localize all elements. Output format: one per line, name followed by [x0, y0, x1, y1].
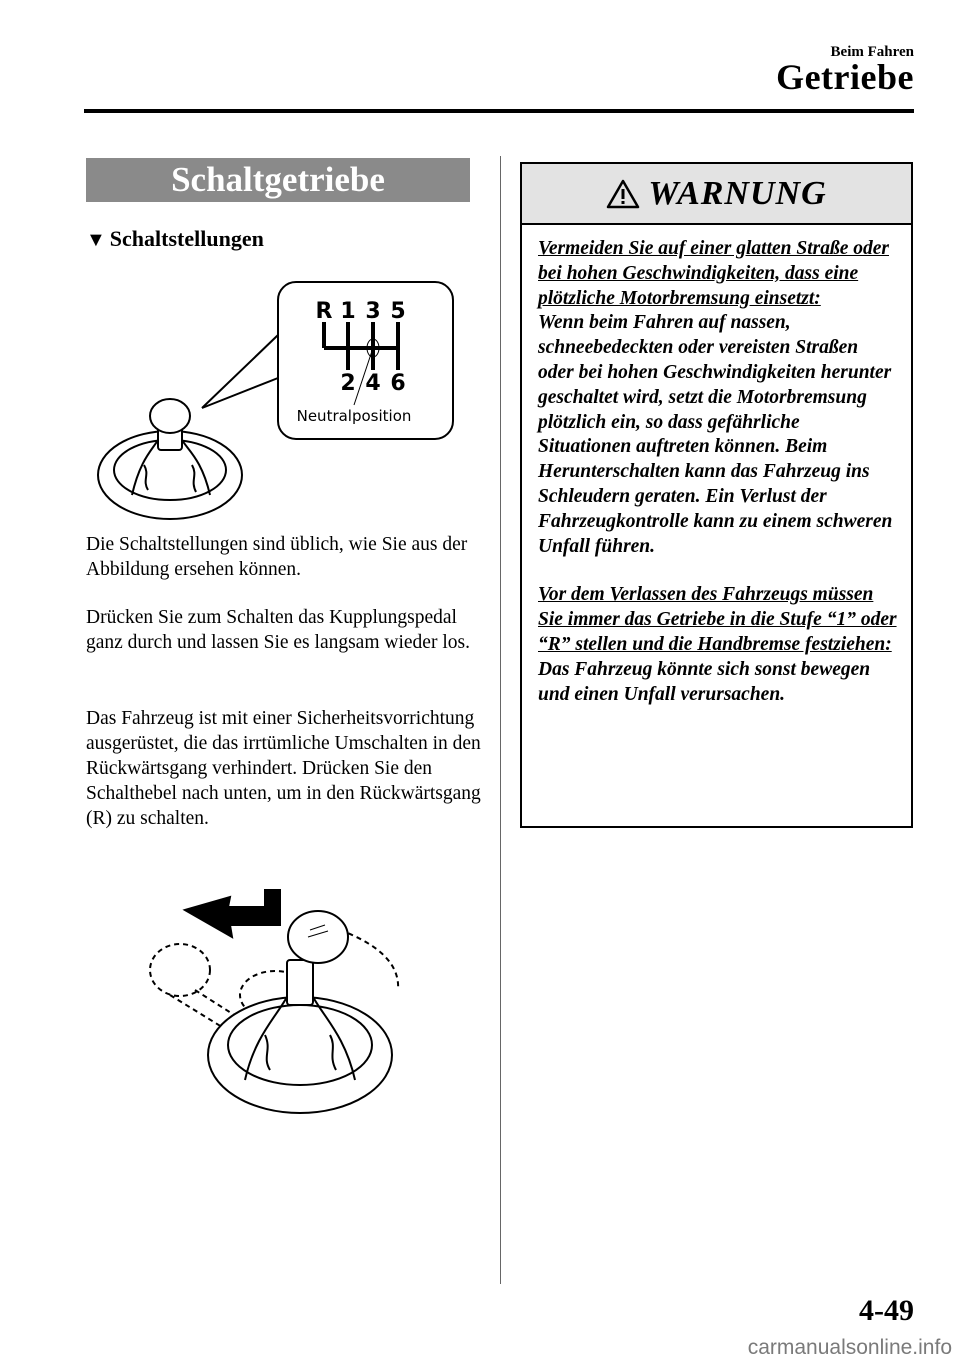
shift-pattern-figure: [92, 280, 462, 520]
reverse-shift-figure: [140, 885, 430, 1120]
shift-lever-drawing: [98, 399, 242, 519]
warning-text-2: Das Fahrzeug könnte sich sonst bewegen und einen Unfall verursachen.: [538, 658, 871, 705]
warning-heading-1: Vermeiden Sie auf einer glatten Straße oder bei hohen Geschwindigkeiten, dass eine plötzliche Motorbremsung einsetzt:: [538, 238, 889, 309]
gear-label-2: 2: [340, 371, 356, 396]
subheading-text: Schaltstellungen: [109, 226, 264, 251]
push-down-arrow-icon: [185, 890, 280, 937]
warning-heading-2: Vor dem Verlassen des Fahrzeugs müssen Sie immer das Getriebe in die Stufe “1” oder “R” stellen und die Handbremse festziehen:: [538, 584, 897, 655]
gear-label-R: R: [315, 299, 333, 324]
paragraph-3: Das Fahrzeug ist mit einer Sicherheitsvorrichtung ausgerüstet, die das irrtümliche Umschalten in den Rückwärtsgang verhindert. Drücken Sie den Schalthebel nach unten, um in den Rückwärtsgang (R) zu schalten.: [86, 708, 481, 829]
paragraph-2: Drücken Sie zum Schalten das Kupplungspedal ganz durch und lassen Sie es langsam wieder los.: [86, 607, 470, 653]
subheading: [86, 225, 264, 254]
paragraph-1: Die Schaltstellungen sind üblich, wie Sie aus der Abbildung ersehen können.: [86, 534, 468, 580]
warning-text-1: Wenn beim Fahren auf nassen, schneebedeckten oder vereisten Straßen oder bei hohen Geschwindigkeiten herunter geschaltet wird, setzt die Motorbremsung plötzlich ein, so dass gefährliche Situationen auftreten können. Beim Herunterschalten kann das Fahrzeug ins Schleudern geraten. Ein Verlust der Fahrzeugkontrolle kann zu einem schweren Unfall führen.: [538, 312, 893, 557]
warning-title: WARNUNG: [648, 174, 827, 212]
gear-label-5: 5: [390, 299, 406, 324]
gear-label-4: 4: [365, 371, 381, 396]
gear-label-3: 3: [365, 299, 381, 324]
triangle-bullet-icon: ▼: [86, 229, 106, 251]
header-rule: [84, 109, 914, 113]
section-banner: Schaltgetriebe: [86, 158, 470, 202]
warning-box: [520, 162, 913, 828]
warning-header: [522, 164, 911, 225]
watermark: carmanualsonline.info: [747, 1336, 952, 1359]
page-title: Getriebe: [776, 57, 914, 97]
column-divider: [500, 156, 501, 1284]
neutral-callout-label: Neutralposition: [296, 407, 412, 425]
shift-boot-drawing: [208, 911, 392, 1113]
section-label: Beim Fahren: [830, 44, 914, 60]
gear-label-6: 6: [390, 371, 406, 396]
warning-body: [522, 225, 911, 707]
gear-label-1: 1: [340, 299, 356, 324]
warning-triangle-icon: [606, 179, 640, 209]
page-number: 4-49: [859, 1294, 914, 1327]
